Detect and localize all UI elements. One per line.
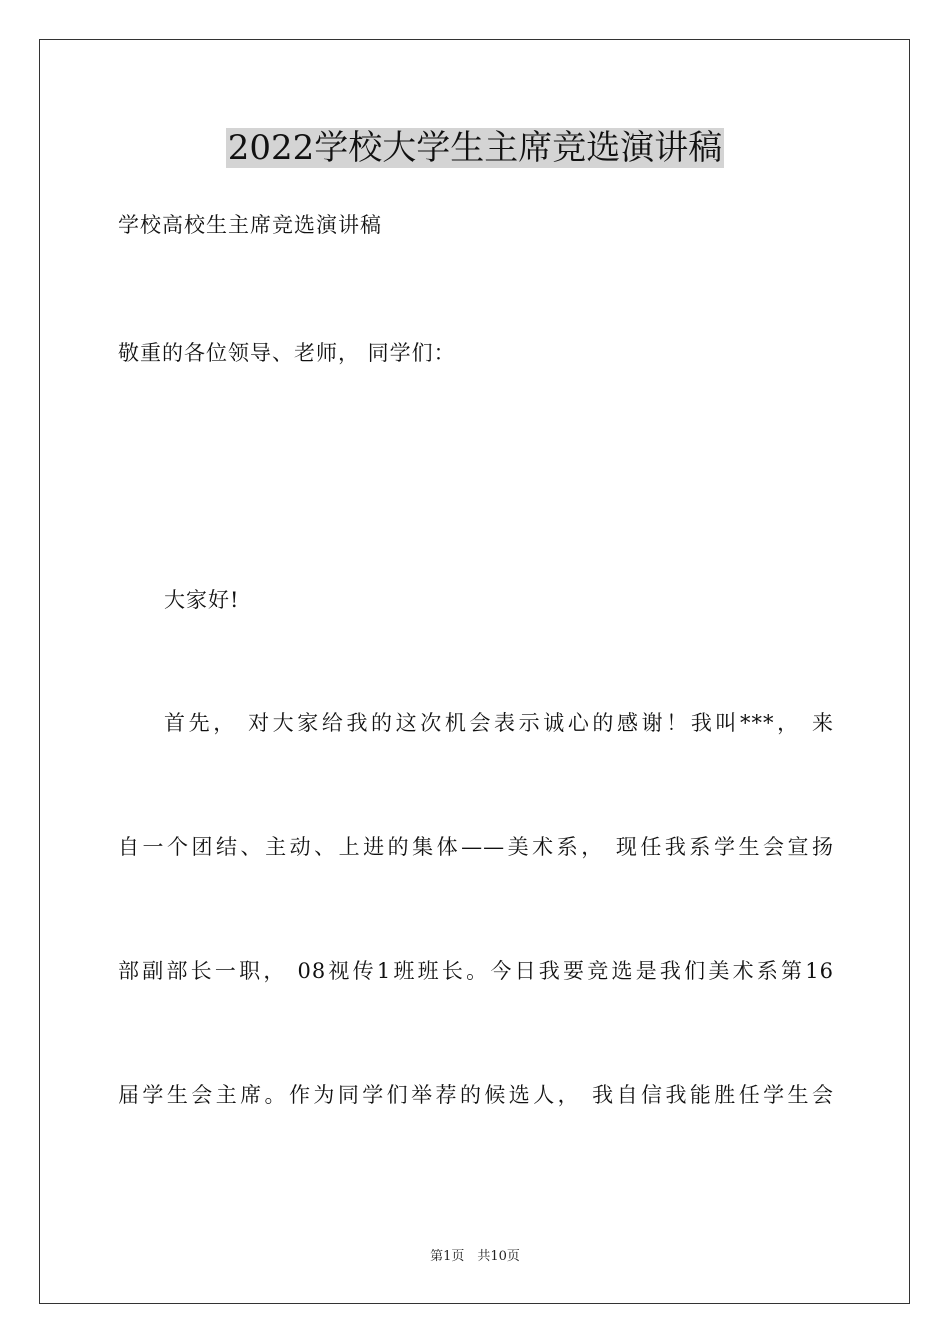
page-number-footer: 第1页 共10页 bbox=[430, 1249, 520, 1264]
salutation: 敬重的各位领导、老师， 同学们： bbox=[118, 341, 456, 365]
body-line: 部副部长一职， 08视传1班班长。今日我要竞选是我们美术系第16 bbox=[118, 959, 834, 983]
body-line: 届学生会主席。作为同学们举荐的候选人， 我自信我能胜任学生会 bbox=[118, 1083, 834, 1107]
body-line: 自一个团结、主动、上进的集体——美术系， 现任我系学生会宣扬 bbox=[118, 835, 834, 859]
body-line: 首先， 对大家给我的这次机会表示诚心的感谢！我叫***， 来 bbox=[164, 711, 834, 735]
document-title: 2022学校大学生主席竞选演讲稿 bbox=[227, 128, 723, 168]
greeting: 大家好! bbox=[164, 588, 240, 612]
document-subtitle: 学校高校生主席竞选演讲稿 bbox=[118, 213, 382, 237]
